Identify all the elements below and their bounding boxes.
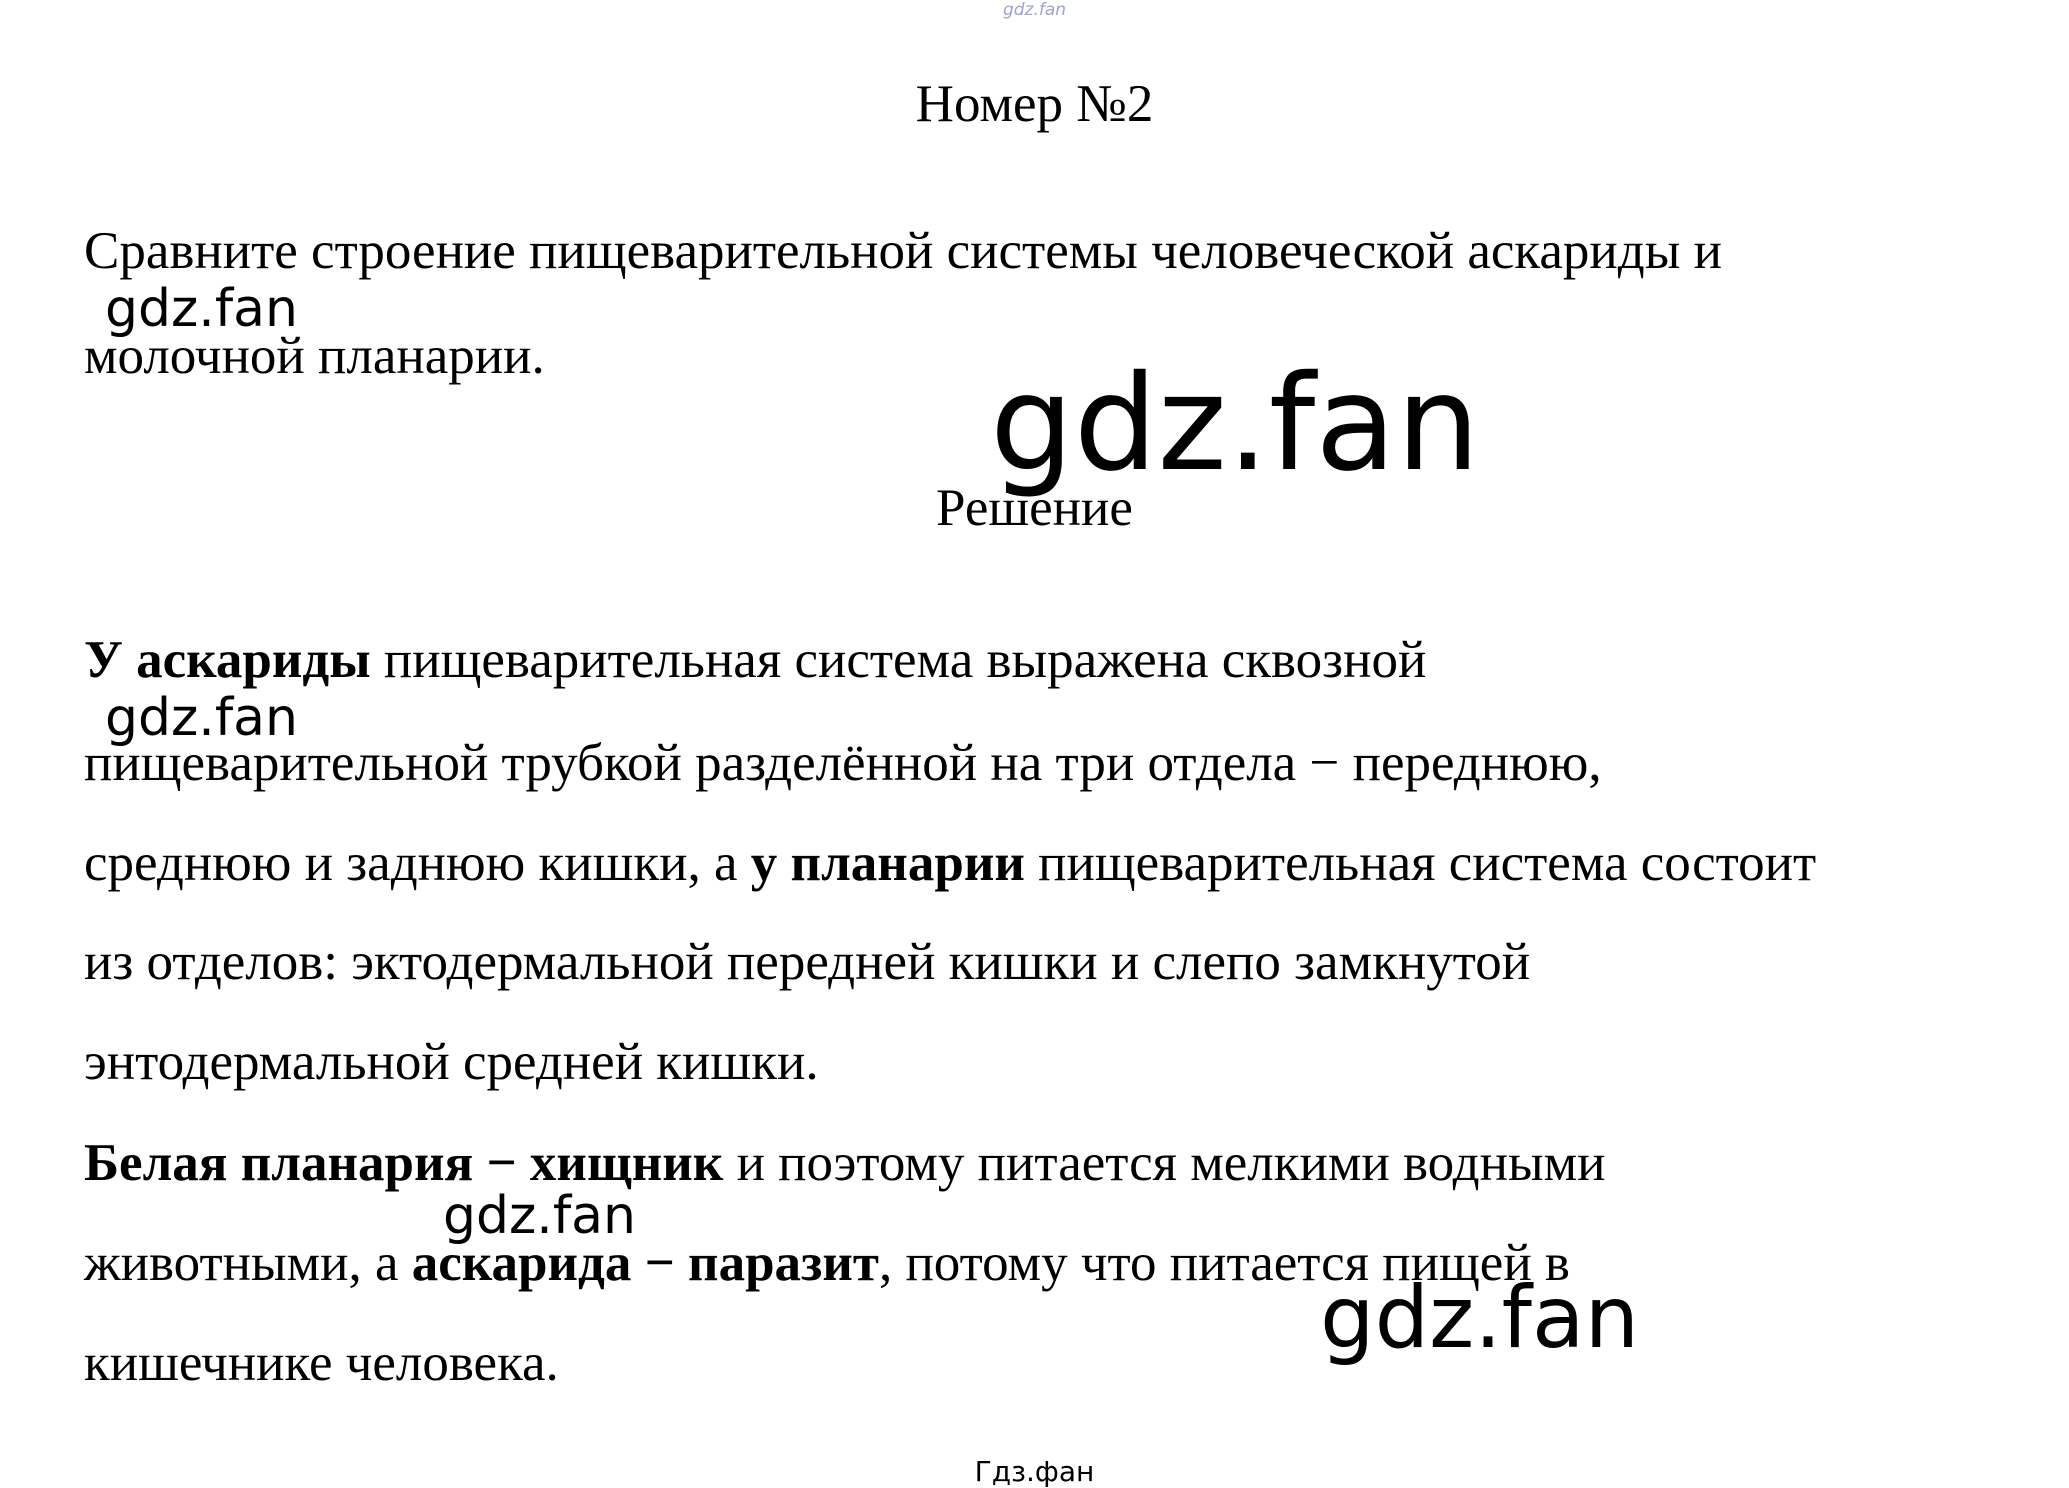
answer-line-6 — [84, 1134, 1606, 1192]
answer-line-3-rest: пищеварительная система состоит — [1024, 834, 1817, 892]
watermark-4: gdz.fan — [443, 1186, 636, 1246]
watermark-5: gdz.fan — [1320, 1268, 1640, 1368]
answer-line-1-rest: пищеварительная система выражена сквозной — [370, 631, 1427, 689]
watermark-3: gdz.fan — [105, 688, 298, 748]
answer-line-6-rest: и поэтому питается мелкими водными — [723, 1134, 1606, 1192]
task-line-2: молочной планарии. — [84, 327, 545, 385]
watermark-top: gdz.fan — [1002, 0, 1067, 20]
answer-line-4: из отделов: эктодермальной передней кишки и слепо замкнутой — [84, 933, 1531, 991]
solution-heading: Решение — [936, 479, 1133, 537]
watermark-2: gdz.fan — [990, 347, 1480, 501]
answer-bold-parasite: аскарида − паразит — [411, 1234, 879, 1292]
answer-line-7-start: животными, а — [84, 1234, 412, 1292]
answer-line-1 — [84, 631, 1427, 689]
task-line-1: Сравните строение пищеварительной системы человеческой аскариды и — [84, 222, 1722, 280]
watermark-1: gdz.fan — [105, 279, 298, 339]
answer-line-2: пищеварительной трубкой разделённой на три отдела − переднюю, — [84, 734, 1602, 792]
answer-line-3 — [84, 834, 1817, 892]
answer-bold-ascaris: У аскариды — [84, 631, 371, 689]
answer-line-3-start: среднюю и заднюю кишки, а — [84, 834, 751, 892]
answer-bold-predator: Белая планария − хищник — [84, 1134, 724, 1192]
answer-line-8: кишечнике человека. — [84, 1334, 559, 1392]
answer-bold-planaria: у планарии — [750, 834, 1025, 892]
answer-line-5: энтодермальной средней кишки. — [84, 1033, 819, 1091]
answer-line-7-rest: , потому что питается пищей в — [878, 1234, 1570, 1292]
page-title: Номер №2 — [915, 75, 1154, 133]
footer-watermark: Гдз.фан — [974, 1455, 1095, 1488]
